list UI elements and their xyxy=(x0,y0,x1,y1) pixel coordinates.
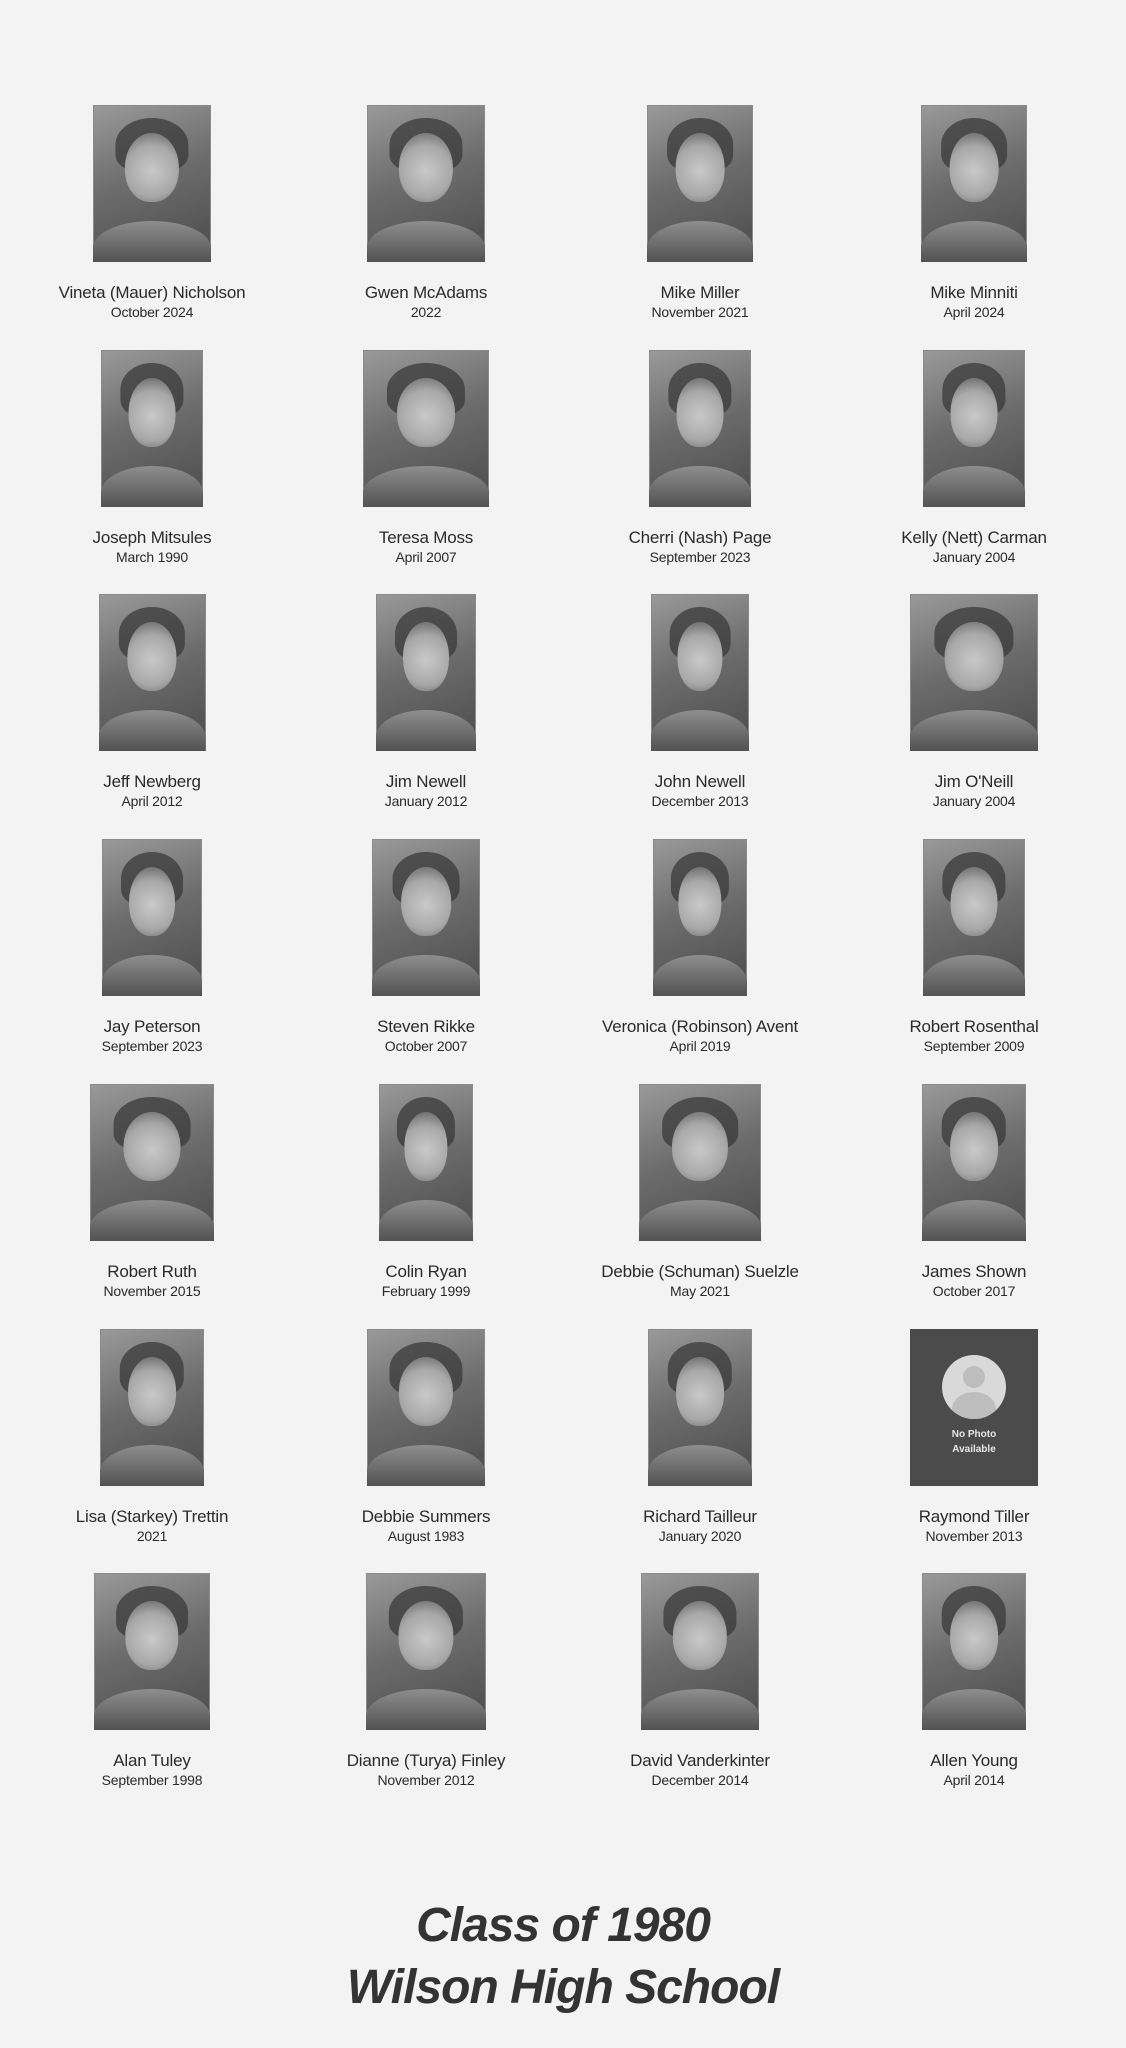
student-date: September 1998 xyxy=(101,1772,203,1788)
student-name: Cherri (Nash) Page xyxy=(628,528,772,547)
student-date: April 2014 xyxy=(943,1772,1005,1788)
student-date: January 2004 xyxy=(932,793,1016,809)
student-name: Mike Miller xyxy=(660,283,740,302)
student-date: November 2021 xyxy=(651,304,749,320)
student-name: Veronica (Robinson) Avent xyxy=(602,1017,798,1036)
student-card xyxy=(854,350,1094,566)
student-name: Jim Newell xyxy=(385,772,467,791)
student-portrait xyxy=(93,105,211,262)
student-portrait xyxy=(363,350,489,507)
student-card xyxy=(580,350,820,566)
student-portrait xyxy=(101,350,203,507)
student-date: March 1990 xyxy=(116,549,188,565)
student-card xyxy=(306,1084,546,1300)
user-silhouette-icon xyxy=(942,1355,1006,1419)
student-portrait xyxy=(376,594,476,751)
no-photo-text: No Photo Available xyxy=(951,1429,997,1455)
student-name: David Vanderkinter xyxy=(630,1751,770,1770)
student-card xyxy=(580,839,820,1055)
student-portrait xyxy=(100,1329,204,1486)
student-portrait xyxy=(94,1573,210,1730)
student-portrait xyxy=(921,105,1027,262)
student-portrait xyxy=(372,839,480,996)
student-date: January 2004 xyxy=(932,549,1016,565)
student-date: 2022 xyxy=(410,304,442,320)
student-date: October 2024 xyxy=(110,304,194,320)
student-card xyxy=(854,1329,1094,1545)
student-date: May 2021 xyxy=(670,1283,730,1299)
student-portrait xyxy=(641,1573,759,1730)
no-photo-placeholder xyxy=(910,1329,1038,1486)
student-portrait xyxy=(102,839,202,996)
class-year-title: Class of 1980 xyxy=(416,1899,710,1952)
student-date: January 2020 xyxy=(658,1528,742,1544)
student-card xyxy=(854,1084,1094,1300)
student-card xyxy=(580,105,820,321)
student-card xyxy=(580,594,820,810)
student-date: November 2012 xyxy=(377,1772,475,1788)
student-card xyxy=(32,594,272,810)
student-date: December 2014 xyxy=(651,1772,749,1788)
student-date: August 1983 xyxy=(387,1528,465,1544)
student-date: September 2023 xyxy=(649,549,751,565)
student-date: January 2012 xyxy=(384,793,468,809)
student-date: November 2015 xyxy=(103,1283,201,1299)
student-date: April 2019 xyxy=(669,1038,731,1054)
student-portrait xyxy=(379,1084,473,1241)
student-card xyxy=(580,1084,820,1300)
student-card xyxy=(32,1573,272,1789)
student-card xyxy=(854,1573,1094,1789)
student-name: Debbie (Schuman) Suelzle xyxy=(601,1262,799,1281)
student-name: Jeff Newberg xyxy=(103,772,201,791)
student-card xyxy=(32,1084,272,1300)
student-name: Mike Minniti xyxy=(930,283,1018,302)
student-date: October 2017 xyxy=(932,1283,1016,1299)
student-card xyxy=(306,350,546,566)
student-name: Jim O'Neill xyxy=(934,772,1014,791)
student-card xyxy=(32,105,272,321)
student-name: Kelly (Nett) Carman xyxy=(901,528,1047,547)
student-name: Dianne (Turya) Finley xyxy=(346,1751,506,1770)
student-name: Richard Tailleur xyxy=(643,1507,757,1526)
student-portrait xyxy=(367,1329,485,1486)
student-name: Lisa (Starkey) Trettin xyxy=(75,1507,229,1526)
student-name: Robert Rosenthal xyxy=(909,1017,1039,1036)
student-name: John Newell xyxy=(654,772,746,791)
student-card xyxy=(32,350,272,566)
student-date: February 1999 xyxy=(381,1283,471,1299)
student-date: September 2023 xyxy=(101,1038,203,1054)
student-date: April 2012 xyxy=(121,793,183,809)
school-name-title: Wilson High School xyxy=(346,1961,780,2014)
student-portrait xyxy=(90,1084,214,1241)
student-name: Robert Ruth xyxy=(107,1262,197,1281)
student-card xyxy=(306,839,546,1055)
student-card xyxy=(580,1329,820,1545)
student-date: April 2007 xyxy=(395,549,457,565)
student-card xyxy=(854,105,1094,321)
student-date: April 2024 xyxy=(943,304,1005,320)
student-card xyxy=(306,105,546,321)
student-card xyxy=(306,594,546,810)
student-name: James Shown xyxy=(921,1262,1027,1281)
student-card xyxy=(854,594,1094,810)
student-card xyxy=(580,1573,820,1789)
student-name: Gwen McAdams xyxy=(364,283,488,302)
student-portrait xyxy=(366,1573,486,1730)
student-card xyxy=(32,1329,272,1545)
student-portrait xyxy=(651,594,749,751)
student-card xyxy=(306,1329,546,1545)
student-portrait xyxy=(99,594,206,751)
student-portrait xyxy=(648,1329,752,1486)
student-name: Teresa Moss xyxy=(378,528,474,547)
student-name: Allen Young xyxy=(930,1751,1018,1770)
student-name: Debbie Summers xyxy=(361,1507,491,1526)
student-name: Colin Ryan xyxy=(385,1262,467,1281)
student-card xyxy=(32,839,272,1055)
student-portrait xyxy=(367,105,485,262)
student-portrait xyxy=(910,594,1038,751)
student-date: October 2007 xyxy=(384,1038,468,1054)
student-date: December 2013 xyxy=(651,793,749,809)
student-portrait xyxy=(647,105,753,262)
student-name: Alan Tuley xyxy=(113,1751,191,1770)
student-portrait xyxy=(649,350,751,507)
student-portrait xyxy=(922,1573,1026,1730)
student-date: September 2009 xyxy=(923,1038,1025,1054)
student-card xyxy=(306,1573,546,1789)
student-name: Vineta (Mauer) Nicholson xyxy=(58,283,246,302)
student-date: November 2013 xyxy=(925,1528,1023,1544)
student-portrait xyxy=(923,350,1025,507)
student-portrait xyxy=(653,839,747,996)
student-portrait xyxy=(922,1084,1026,1241)
student-date: 2021 xyxy=(136,1528,168,1544)
student-name: Steven Rikke xyxy=(377,1017,475,1036)
student-portrait xyxy=(639,1084,761,1241)
student-portrait xyxy=(923,839,1025,996)
student-name: Raymond Tiller xyxy=(918,1507,1030,1526)
student-name: Jay Peterson xyxy=(103,1017,201,1036)
student-name: Joseph Mitsules xyxy=(92,528,212,547)
student-card xyxy=(854,839,1094,1055)
